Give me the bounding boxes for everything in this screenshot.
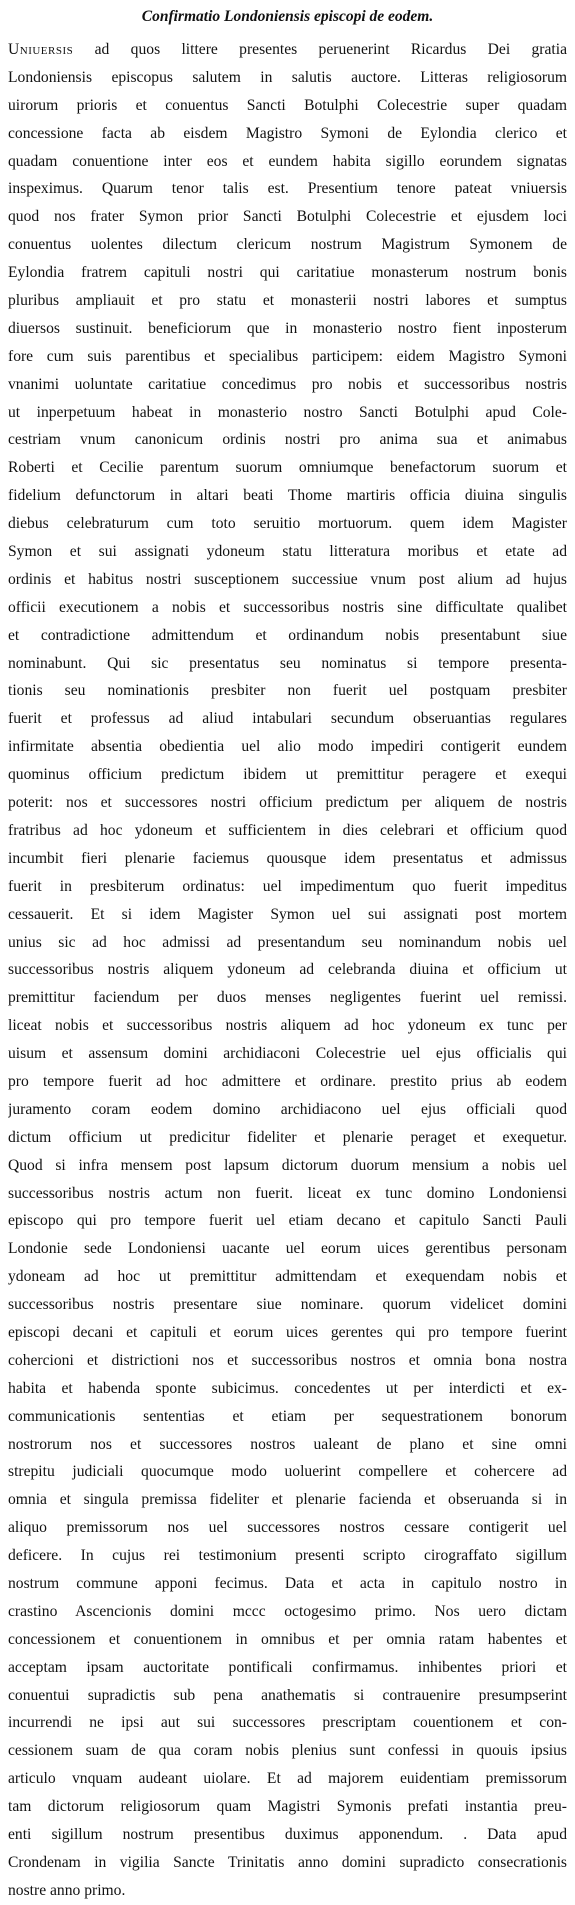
text-line: concessione facta ab eisdem Magistro Symoni de Eylondia clerico et: [8, 124, 567, 142]
text-line: Crondenam in vigilia Sancte Trinitatis anno domini supradicto consecrationis: [8, 1853, 567, 1871]
text-line: episcopi decani et capituli et eorum uices gerentes qui pro tempore fuerint: [8, 1323, 567, 1341]
text-line: Londoniensis episcopus salutem in salutis auctore. Litteras religiosorum: [8, 68, 567, 86]
text-line: fuerit in presbiterum ordinatus: uel impedimentum quo fuerit impeditus: [8, 877, 567, 895]
text-line: Quod si infra mensem post lapsum dictorum duorum mensium a nobis uel: [8, 1156, 567, 1174]
text-line: conuentui supradictis sub pena anathematis si contrauenire presumpserint: [8, 1686, 567, 1704]
text-line: nominabunt. Qui sic presentatus seu nominatus si tempore presenta-: [8, 654, 567, 672]
text-line: juramento coram eodem domino archidiacono uel ejus officiali quod: [8, 1100, 567, 1118]
text-line: acceptam ipsam auctoritate pontificali confirmamus. inhibentes priori et: [8, 1658, 567, 1676]
text-line: et contradictione admittendum et ordinandum nobis presentabunt siue: [8, 626, 567, 644]
line-text: ad quos littere presentes peruenerint Ricardus Dei gratia: [73, 41, 567, 58]
text-line: concessionem et conuentionem in omnibus et per omnia ratam habentes et: [8, 1630, 567, 1648]
first-word: Uniuersis: [8, 41, 74, 58]
text-line: fratribus ad hoc ydoneum et sufficientem in dies celebrari et officium quod: [8, 821, 567, 839]
text-line: quadam conuentione inter eos et eundem habita sigillo eorundem signatas: [8, 152, 567, 170]
text-line: articulo vnquam audeant uiolare. Et ad majorem euidentiam premissorum: [8, 1770, 567, 1788]
text-line: fidelium defunctorum in altari beati Thome martiris officia diuina singulis: [8, 487, 567, 505]
text-line: poterit: nos et successores nostri officium predictum per aliquem de nostris: [8, 794, 567, 812]
text-line: tionis seu nominationis presbiter non fuerit uel postquam presbiter: [8, 682, 567, 700]
text-line: crastino Ascencionis domini mccc octogesimo primo. Nos uero dictam: [8, 1602, 567, 1620]
text-line: vnanimi uoluntate caritatiue concedimus pro nobis et successoribus nostris: [8, 375, 567, 393]
text-line: pro tempore fuerit ad hoc admittere et ordinare. prestito prius ab eodem: [8, 1072, 567, 1090]
text-line: Londonie sede Londoniensi uacante uel eorum uices gerentibus personam: [8, 1240, 567, 1258]
text-line: deficere. In cujus rei testimonium presenti scripto cirograffato sigillum: [8, 1547, 567, 1565]
text-line: nostre anno primo.: [8, 1881, 126, 1899]
text-line: uisum et assensum domini archidiaconi Colecestrie uel ejus officialis qui: [8, 1045, 567, 1063]
text-line: aliquo premissorum nos uel successores nostros cessare contigerit uel: [8, 1519, 567, 1537]
text-line: cessionem suam de qua coram nobis plenius sunt confessi in quouis ipsius: [8, 1742, 567, 1760]
text-line: dictum officium ut predicitur fideliter et plenarie peraget et exequetur.: [8, 1128, 567, 1146]
document-heading: Confirmatio Londoniensis episcopi de eodem.: [141, 8, 434, 25]
text-line: Symon et sui assignati ydoneum statu litteratura moribus et etate ad: [8, 543, 567, 561]
text-line: liceat nobis et successoribus nostris aliquem ad hoc ydoneum ex tunc per: [8, 1017, 567, 1035]
text-line: diebus celebraturum cum toto seruitio mortuorum. quem idem Magister: [8, 515, 567, 533]
text-line: diuersos sustinuit. beneficiorum que in monasterio nostro fient inposterum: [8, 319, 567, 337]
text-line: fuerit et professus ad aliud intabulari secundum obseruantias regulares: [8, 710, 567, 728]
text-line: cohercioni et districtioni nos et successoribus nostros et omnia bona nostra: [8, 1351, 567, 1369]
text-line: incurrendi ne ipsi aut sui successores prescriptam couentionem et con-: [8, 1714, 567, 1732]
text-line: episcopo qui pro tempore fuerit uel etiam decano et capitulo Sancti Pauli: [8, 1212, 567, 1230]
text-line: officii executionem a nobis et successoribus nostris sine difficultate qualibet: [8, 598, 567, 616]
text-line: habita et habenda sponte subicimus. concedentes ut per interdicti et ex-: [8, 1379, 567, 1397]
text-line: ordinis et habitus nostri susceptionem successiue vnum post alium ad hujus: [8, 570, 567, 588]
text-line: cessauerit. Et si idem Magister Symon uel sui assignati post mortem: [8, 905, 567, 923]
text-line: tam dictorum religiosorum quam Magistri Symonis prefati instantia preu-: [8, 1798, 567, 1816]
text-line: pluribus ampliauit et pro statu et monasterii nostri labores et sumptus: [8, 292, 567, 310]
document-body: [8, 36, 567, 1905]
text-line: unius sic ad hoc admissi ad presentandum seu nominandum nobis uel: [8, 933, 567, 951]
text-line: ydoneam ad hoc ut premittitur admittendam et exequendam nobis et: [8, 1268, 567, 1286]
text-line: nostrorum nos et successores nostros ualeant de plano et sine omni: [8, 1435, 567, 1453]
text-line: uirorum prioris et conuentus Sancti Botulphi Colecestrie super quadam: [8, 96, 567, 114]
text-line: Roberti et Cecilie parentum suorum omniumque benefactorum suorum et: [8, 459, 567, 477]
text-line: strepitu judiciali quocumque modo uoluerint compellere et cohercere ad: [8, 1463, 567, 1481]
text-line: enti sigillum nostrum presentibus duximus apponendum. . Data apud: [8, 1826, 567, 1843]
text-line: ut inperpetuum habeat in monasterio nostro Sancti Botulphi apud Cole-: [8, 403, 567, 421]
text-line: successoribus nostris actum non fuerit. liceat ex tunc domino Londoniensi: [8, 1184, 567, 1202]
text-line: omnia et singula premissa fideliter et plenarie facienda et obseruanda si in: [8, 1491, 567, 1509]
text-line: [8, 36, 567, 64]
text-line: Eylondia fratrem capituli nostri qui caritatiue monasterum nostrum bonis: [8, 264, 567, 282]
text-line: conuentus uolentes dilectum clericum nostrum Magistrum Symonem de: [8, 236, 567, 254]
text-line: successoribus nostris aliquem ydoneum ad celebranda diuina et officium ut: [8, 961, 567, 979]
text-line: successoribus nostris presentare siue nominare. quorum videlicet domini: [8, 1296, 567, 1314]
text-line: communicationis sententias et etiam per sequestrationem bonorum: [8, 1407, 567, 1425]
text-line: premittitur faciendum per duos menses negligentes fuerint uel remissi.: [8, 989, 567, 1007]
text-line: nostrum commune apponi fecimus. Data et acta in capitulo nostro in: [8, 1574, 567, 1592]
text-line: quod nos frater Symon prior Sancti Botulphi Colecestrie et ejusdem loci: [8, 208, 567, 226]
text-line: inspeximus. Quarum tenor talis est. Presentium tenore pateat vniuersis: [8, 180, 567, 198]
text-line: incumbit fieri plenarie faciemus quousque idem presentatus et admissus: [8, 849, 567, 867]
text-line: infirmitate absentia obedientia uel alio modo impediri contigerit eundem: [8, 738, 567, 756]
text-line: fore cum suis parentibus et specialibus participem: eidem Magistro Symoni: [8, 347, 567, 365]
text-line: quominus officium predictum ibidem ut premittitur peragere et exequi: [8, 766, 567, 784]
text-line: cestriam vnum canonicum ordinis nostri pro anima sua et animabus: [8, 431, 567, 449]
